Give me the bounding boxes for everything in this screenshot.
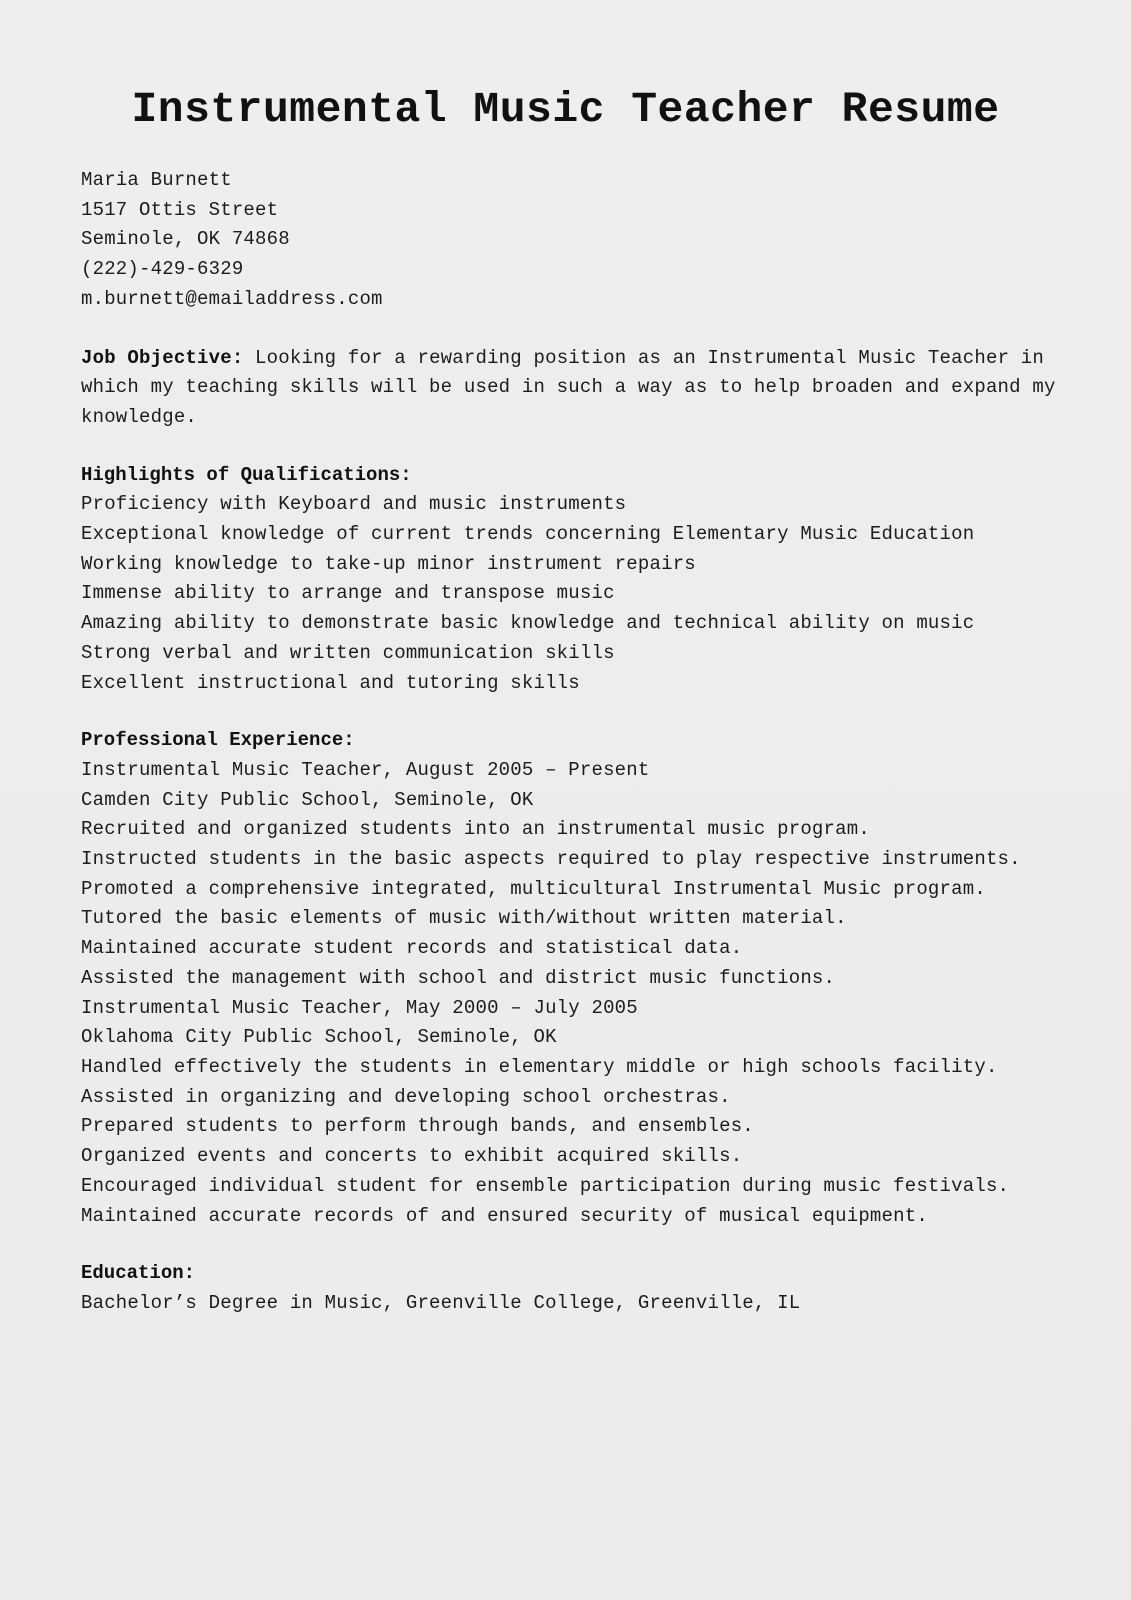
list-item: Prepared students to perform through bands, and ensembles. bbox=[81, 1115, 754, 1138]
highlights-heading: Highlights of Qualifications: bbox=[81, 463, 412, 486]
list-item: Organized events and concerts to exhibit acquired skills. bbox=[81, 1145, 743, 1168]
experience-heading: Professional Experience: bbox=[81, 729, 355, 752]
list-item: Exceptional knowledge of current trends concerning Elementary Music Education bbox=[81, 523, 975, 546]
contact-city: Seminole, OK 74868 bbox=[81, 228, 290, 251]
job-employer: Oklahoma City Public School, Seminole, OK bbox=[81, 1026, 557, 1049]
job-1 bbox=[81, 756, 1071, 994]
list-item: Immense ability to arrange and transpose music bbox=[81, 582, 615, 605]
contact-name: Maria Burnett bbox=[81, 169, 232, 191]
list-item: Promoted a comprehensive integrated, multicultural Instrumental Music program. bbox=[81, 877, 986, 900]
list-item: Excellent instructional and tutoring skills bbox=[81, 671, 580, 694]
job-2-duties bbox=[81, 1053, 1071, 1231]
job-objective-label: Job Objective: bbox=[81, 346, 244, 369]
list-item: Assisted the management with school and district music functions. bbox=[81, 966, 836, 989]
list-item: Bachelor’s Degree in Music, Greenville College, Greenville, IL bbox=[81, 1291, 801, 1314]
list-item: Maintained accurate student records and statistical data. bbox=[81, 937, 743, 960]
contact-block bbox=[81, 166, 1071, 315]
contact-phone: (222)-429-6329 bbox=[81, 258, 244, 281]
highlights-list bbox=[81, 490, 1071, 698]
job-objective bbox=[81, 344, 1066, 433]
contact-email: m.burnett@emailaddress.com bbox=[81, 287, 383, 310]
education-list bbox=[81, 1289, 1071, 1319]
list-item: Working knowledge to take-up minor instrument repairs bbox=[81, 552, 696, 575]
job-2 bbox=[81, 994, 1071, 1053]
job-employer: Camden City Public School, Seminole, OK bbox=[81, 788, 534, 811]
list-item: Tutored the basic elements of music with/without written material. bbox=[81, 907, 847, 930]
list-item: Handled effectively the students in elementary middle or high schools facility. bbox=[81, 1055, 998, 1078]
resume-title: Instrumental Music Teacher Resume bbox=[131, 85, 1000, 134]
list-item: Maintained accurate records of and ensured security of musical equipment. bbox=[81, 1204, 928, 1227]
list-item: Assisted in organizing and developing school orchestras. bbox=[81, 1085, 731, 1108]
list-item: Recruited and organized students into an instrumental music program. bbox=[81, 818, 870, 841]
contact-street: 1517 Ottis Street bbox=[81, 198, 279, 221]
list-item: Proficiency with Keyboard and music instruments bbox=[81, 493, 627, 516]
list-item: Encouraged individual student for ensemble participation during music festivals. bbox=[81, 1174, 1010, 1197]
education-heading: Education: bbox=[81, 1262, 196, 1285]
job-title: Instrumental Music Teacher, August 2005 – Present bbox=[81, 758, 650, 781]
job-objective-text: Looking for a rewarding position as an Instrumental Music Teacher in which my teaching skills will be used in such a way as to help broaden and expand my knowledge. bbox=[81, 346, 1056, 428]
list-item: Amazing ability to demonstrate basic knowledge and technical ability on music bbox=[81, 612, 975, 635]
job-title: Instrumental Music Teacher, May 2000 – July 2005 bbox=[81, 996, 638, 1019]
list-item: Instructed students in the basic aspects required to play respective instruments. bbox=[81, 848, 1021, 871]
list-item: Strong verbal and written communication skills bbox=[81, 641, 615, 664]
